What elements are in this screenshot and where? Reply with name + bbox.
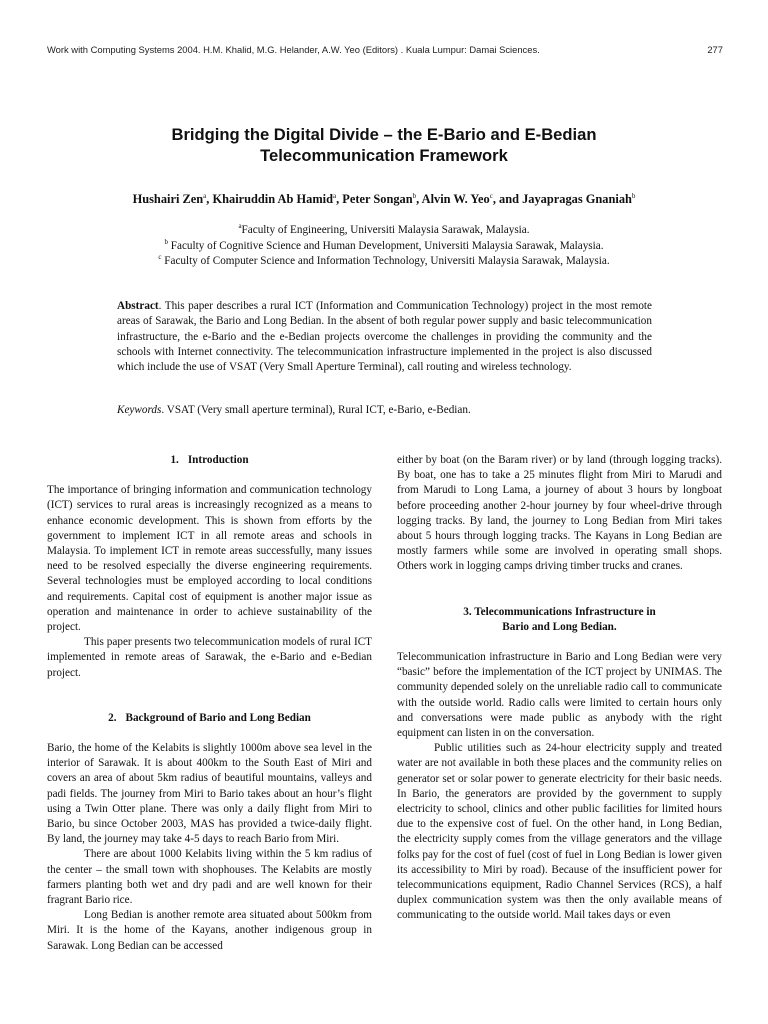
- affiliation-mark: b: [164, 237, 168, 246]
- author-name: Peter Songan: [342, 192, 413, 206]
- paragraph: This paper presents two telecommunication models of rural ICT implemented in remote areas of Sarawak, the e-Bario and e-Bedian project.: [47, 636, 372, 679]
- author-affiliation-mark: a: [203, 192, 207, 200]
- affiliation: [40, 239, 728, 255]
- paragraph: Bario, the home of the Kelabits is slightly 1000m above sea level in the interior of Sarawak. It is about 400km to the South East of Miri and covers an area of about 5km radius of beautiful mountains, valleys and padi fields. The journey from Miri to Bario takes about an hour’s flight using a Twin Otter plane. There was only a daily flight from Miri to Bario, bu since October 2003, MAS has provided a twice-daily flight. By land, the journey may take 4-5 days to reach Bario from Miri.: [47, 742, 372, 846]
- author-affiliation-mark: b: [631, 192, 636, 200]
- running-header: [47, 44, 723, 55]
- author-separator: ,: [416, 192, 422, 206]
- section-heading-introduction: [47, 453, 372, 468]
- abstract-label: Abstract: [117, 300, 159, 312]
- affiliation-text: Faculty of Engineering, Universiti Malaysia Sarawak, Malaysia.: [241, 224, 530, 236]
- author-separator: , and: [492, 192, 523, 206]
- title-line-2: Telecommunication Framework: [260, 146, 508, 165]
- author-affiliation-mark: b: [412, 192, 417, 200]
- author-separator: ,: [336, 192, 343, 206]
- section-title: Background of Bario and Long Bedian: [125, 711, 311, 724]
- affiliation-text: Faculty of Computer Science and Information Technology, Universiti Malaysia Sarawak, Malaysia.: [164, 255, 610, 268]
- left-column: [47, 453, 372, 954]
- section-number: 1.: [170, 454, 179, 466]
- affiliation-text: Faculty of Cognitive Science and Human Development, Universiti Malaysia Sarawak, Malaysia.: [170, 239, 604, 252]
- title-line-1: Bridging the Digital Divide – the E-Bario and E-Bedian: [171, 125, 597, 144]
- author-affiliation-mark: a: [332, 192, 337, 200]
- section-heading-background: [47, 711, 372, 726]
- keywords: [117, 403, 652, 418]
- header-citation: Work with Computing Systems 2004. H.M. Khalid, M.G. Helander, A.W. Yeo (Editors) . Kuala Lumpur: Damai Sciences.: [47, 44, 540, 55]
- paragraph: There are about 1000 Kelabits living within the 5 km radius of the center – the small town with shophouses. The Kelabits are mostly farmers planting both wet and dry padi and are well known for their fragrant Bario rice.: [47, 848, 372, 907]
- author-affiliation-mark: c: [489, 192, 493, 200]
- paragraph: Public utilities such as 24-hour electricity supply and treated water are not available in both these places and the community relies on generator set or solar power to generate electricity for their basic needs. In Bario, the generators are provided by the government to supply electricity to school, clinics and other public facilities for limited hours due to the expensive cost of fuel. On the other hand, in Long Bedian, the electricity supply comes from the village generators and the village folks pay for the cost of fuel (cost of fuel in Long Bedian is lower given its accessibility to Miri by road). Because of the insufficient power for telecommunications equipment, Radio Channel Services (RCS), a half duplex communication system was then the only available means of communicating to the outside world. Mail takes days or even: [397, 742, 722, 922]
- author-name: Jayapragas Gnaniah: [522, 192, 632, 206]
- abstract-text: . This paper describes a rural ICT (Information and Communication Technology) project in the most remote areas of Sarawak, the Bario and Long Bedian. In the absent of both regular power supply and basic telecommunication infrastructure, the e-Bario and the e-Bedian projects overcome the challenges in providing the community and the schools with Internet connectivity. The telecommunication infrastructure implemented in the project is also discussed which include the use of VSAT (Very Small Aperture Terminal), call routing and wireless technology.: [117, 300, 652, 373]
- affiliation-list: [40, 223, 728, 270]
- keywords-text: . VSAT (Very small aperture terminal), Rural ICT, e-Bario, e-Bedian.: [161, 404, 471, 416]
- affiliation: [40, 254, 728, 270]
- author-name: Khairuddin Ab Hamid: [212, 192, 333, 206]
- paragraph: either by boat (on the Baram river) or by land (through logging tracks). By boat, one has to take a 25 minutes flight from Miri to Marudi and from Marudi to Long Lama, a journey of about 3 hours by longboat before proceeding another 2-hour journey by four wheel-drive through logging tracks. By land, the journey to Long Bedian from Miri takes about 5 hours through logging tracks. The Kayans in Long Bedian are mostly farmers while some are involved in operating small shops. Others work in logging camps driving timber trucks and cranes.: [397, 454, 722, 573]
- author-name: Hushairi Zen: [132, 192, 204, 206]
- author-list: [40, 192, 728, 207]
- paragraph: The importance of bringing information and communication technology (ICT) services to rural areas is increasingly recognized as a means to enhance economic development. This is shown from efforts by the government to implement ICT in all remote areas and schools in Malaysia. To implement ICT in remote areas successfully, many issues need to be resolved especially the diverse engineering requirements. Several technologies must be employed according to local conditions and requirements. Capital cost of equipment is another major issue as operation and maintenance in order to achieve sustainability of the project.: [47, 484, 372, 634]
- affiliation: [40, 223, 728, 239]
- section-number: 2.: [108, 711, 117, 724]
- author-name: Alvin W. Yeo: [421, 192, 490, 206]
- section-heading-telecom-line-1: 3. Telecommunications Infrastructure in: [463, 605, 656, 618]
- section-heading-telecom-line-2: Bario and Long Bedian.: [502, 620, 617, 633]
- paragraph: Long Bedian is another remote area situated about 500km from Miri. It is the home of the Kayans, another indigenous group in Sarawak. Long Bedian can be accessed: [47, 909, 372, 952]
- right-column: [397, 453, 722, 924]
- page-number: 277: [707, 44, 723, 55]
- paper-title: [60, 124, 708, 166]
- affiliation-mark: a: [238, 222, 242, 230]
- paragraph: Telecommunication infrastructure in Bario and Long Bedian were very “basic” before the implementation of the ICT project by UNIMAS. The community depended solely on the unreliable radio call to communicate with the outside world. Radio calls were limited to certain hours only and conversations were made public as anybody with the right equipment can listen in on the conversation.: [397, 651, 722, 740]
- abstract: [117, 299, 652, 375]
- section-title: Introduction: [187, 454, 249, 466]
- author-separator: ,: [206, 192, 213, 206]
- affiliation-mark: c: [158, 253, 162, 262]
- keywords-label: Keywords: [117, 404, 162, 416]
